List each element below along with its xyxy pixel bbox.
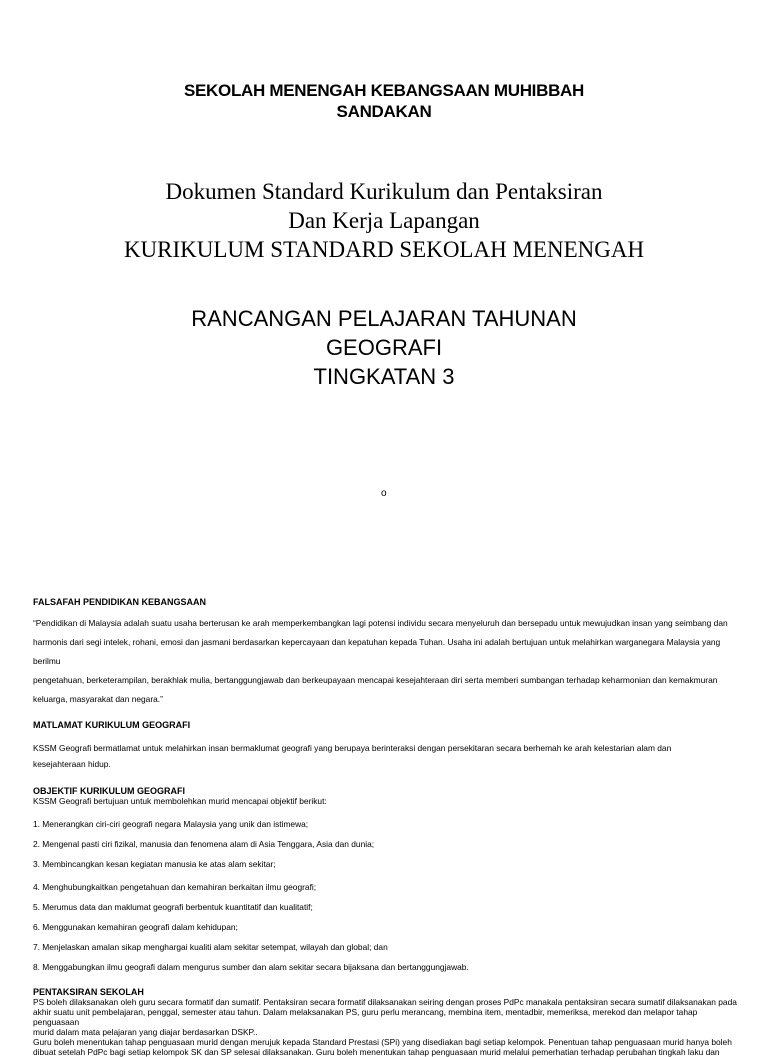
dskp-title-line3: KURIKULUM STANDARD SEKOLAH MENENGAH xyxy=(123,237,645,262)
objektif-item: 7. Menjelaskan amalan sikap menghargai kualiti alam sekitar setempat, wilayah dan global; dan xyxy=(33,942,388,952)
rpt-title xyxy=(0,304,768,391)
document-body xyxy=(33,596,741,1057)
pentaksiran-line: Guru boleh menentukan tahap penguasaan murid dengan merujuk kepada Standard Prestasi (SPi) yang disediakan bagi setiap kelompok. Penentuan tahap penguasaan murid hanya boleh xyxy=(33,1037,732,1047)
objektif-section xyxy=(33,786,741,977)
objektif-intro: KSSM Geografi bertujuan untuk membolehkan murid mencapai objektif berikut: xyxy=(33,796,327,806)
pentaksiran-heading: PENTAKSIRAN SEKOLAH xyxy=(33,987,144,997)
school-name xyxy=(0,80,768,122)
matlamat-section xyxy=(33,719,741,772)
objektif-item: 3. Membincangkan kesan kegiatan manusia ke atas alam sekitar; xyxy=(33,859,276,869)
falsafah-section xyxy=(33,596,741,709)
pentaksiran-line: PS boleh dilaksanakan oleh guru secara formatif dan sumatif. Pentaksiran secara formatif dilaksanakan seiring dengan proses PdPc manakala pentaksiran secara sumatif dilaksanakan pada xyxy=(33,997,737,1007)
objektif-heading: OBJEKTIF KURIKULUM GEOGRAFI xyxy=(33,786,185,796)
falsafah-heading: FALSAFAH PENDIDIKAN KEBANGSAAN xyxy=(33,597,207,607)
pentaksiran-line: murid dalam mata pelajaran yang diajar berdasarkan DSKP.. xyxy=(33,1027,258,1037)
objektif-item: 1. Menerangkan ciri-ciri geografi negara Malaysia yang unik dan istimewa; xyxy=(33,819,309,829)
falsafah-line: “Pendidikan di Malaysia adalah suatu usaha berterusan ke arah memperkembangkan lagi potensi individu secara menyeluruh dan bersepadu untuk mewujudkan insan yang seimbang dan xyxy=(33,618,728,628)
dskp-title-line2: Dan Kerja Lapangan xyxy=(288,208,480,233)
objektif-item: 4. Menghubungkaitkan pengetahuan dan kemahiran berkaitan ilmu geografi; xyxy=(33,882,317,892)
school-name-line2: SANDAKAN xyxy=(336,102,432,121)
rpt-title-subject: GEOGRAFI xyxy=(325,335,443,360)
pentaksiran-section xyxy=(33,987,741,1057)
matlamat-line: KSSM Geografi bermatlamat untuk melahirkan insan bermaklumat geografi yang berupaya berinteraksi dengan persekitaran secara berhemah ke arah kelestarian alam dan xyxy=(33,743,672,753)
pentaksiran-line: akhir suatu unit pembelajaran, penggal, semester atau tahun. Dalam melaksanakan PS, guru perlu merancang, membina item, mentadbir, memeriksa, merekod dan melapor tahap penguasaan xyxy=(33,1007,698,1027)
objektif-item: 6. Menggunakan kemahiran geografi dalam kehidupan; xyxy=(33,922,238,932)
dskp-title xyxy=(0,177,768,264)
pentaksiran-line: dibuat setelah PdPc bagi setiap kelompok SK dan SP selesai dilaksanakan. Guru boleh menentukan tahap penguasaan murid melalui pemerhatian terhadap perubahan tingkah laku dan xyxy=(33,1047,720,1057)
objektif-item: 2. Mengenal pasti ciri fizikal, manusia dan fenomena alam di Asia Tenggara, Asia dan dunia; xyxy=(33,839,375,849)
falsafah-line: harmonis dari segi intelek, rohani, emosi dan jasmani berdasarkan kepercayaan dan kepatuhan kepada Tuhan. Usaha ini adalah bertujuan untuk melahirkan warganegara Malaysia yang berilmu xyxy=(33,637,721,666)
rpt-title-line1: RANCANGAN PELAJARAN TAHUNAN xyxy=(191,306,577,331)
rpt-title-form: TINGKATAN 3 xyxy=(313,364,455,389)
school-name-line1: SEKOLAH MENENGAH KEBANGSAAN MUHIBBAH xyxy=(183,81,585,100)
dskp-title-line1: Dokumen Standard Kurikulum dan Pentaksiran xyxy=(165,179,603,204)
matlamat-heading: MATLAMAT KURIKULUM GEOGRAFI xyxy=(33,720,191,730)
objektif-item: 5. Merumus data dan maklumat geografi berbentuk kuantitatif dan kualitatif; xyxy=(33,902,313,912)
bullet-marker: o xyxy=(381,488,387,499)
falsafah-line: pengetahuan, berketerampilan, berakhlak mulia, bertanggungjawab dan berkeupayaan mencapai kesejahteraan diri serta memberi sumbangan terhadap keharmonian dan kemakmuran xyxy=(33,675,718,685)
falsafah-line: keluarga, masyarakat dan negara.” xyxy=(33,694,163,704)
matlamat-line: kesejahteraan hidup. xyxy=(33,759,111,769)
objektif-item: 8. Menggabungkan ilmu geografi dalam mengurus sumber dan alam sekitar secara bijaksana dan bertanggungjawab. xyxy=(33,962,469,972)
